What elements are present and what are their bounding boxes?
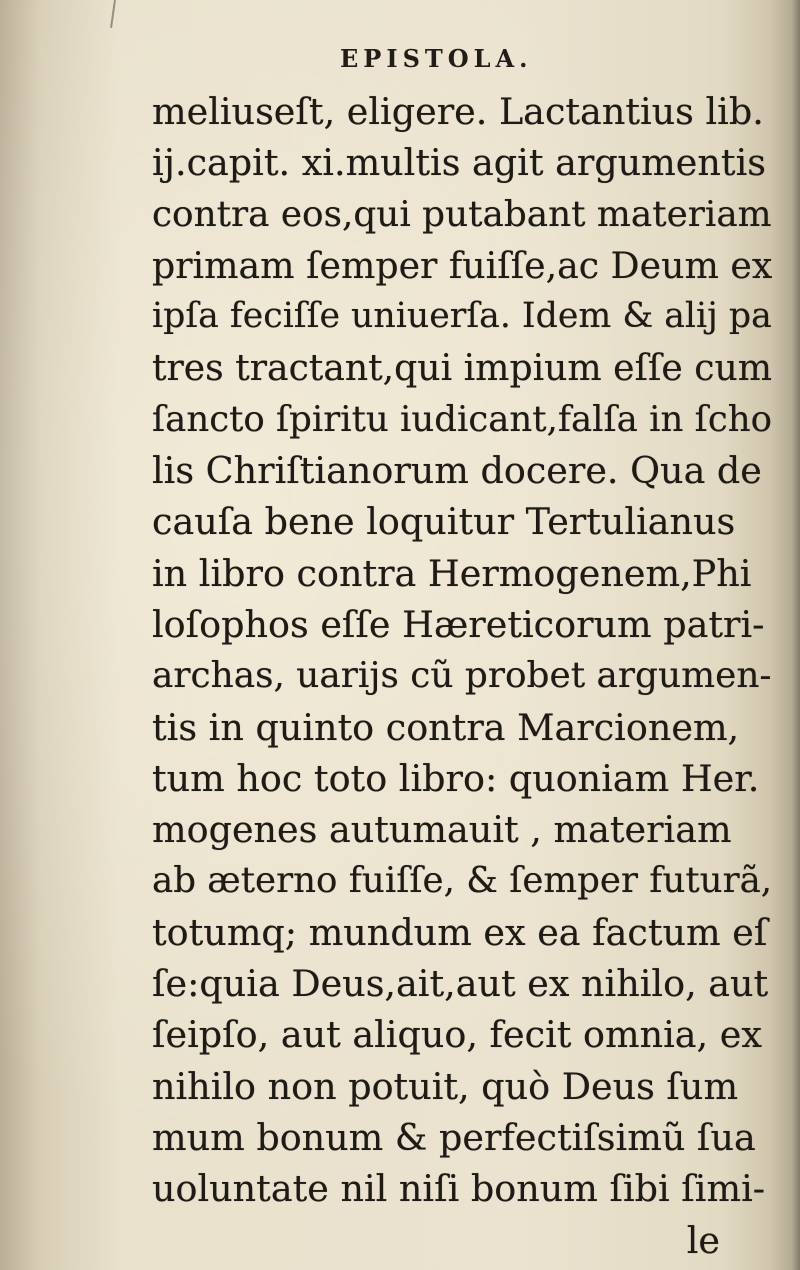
text-line: tis in quinto contra Marcionem,: [152, 705, 740, 749]
text-line: mogenes autumauit , materiam: [152, 808, 732, 852]
text-line: ij.capit. xi.multis agit argumentis: [152, 141, 766, 185]
running-header: EPISTOLA.: [340, 44, 533, 73]
text-line: mum bonum & perfectiſsimũ ſua: [152, 1115, 756, 1159]
catchword: le: [686, 1218, 720, 1262]
ink-mark: [110, 0, 116, 28]
text-line: primam ſemper fuiſſe,ac Deum ex: [152, 243, 773, 287]
text-line: nihilo non potuit, quò Deus ſum: [152, 1064, 739, 1108]
text-line: meliuseſt, eligere. Lactantius lib.: [152, 90, 764, 133]
text-line: contra eos,qui putabant materiam: [152, 193, 772, 235]
text-line: cauſa bene loquitur Tertulianus: [152, 500, 736, 544]
text-line: uoluntate nil niſi bonum ſibi ſimi-: [152, 1167, 766, 1211]
text-line: tres tractant,qui impium eſſe cum: [152, 346, 772, 390]
text-line: loſophos eſſe Hæreticorum patri-: [152, 602, 765, 646]
text-line: ab æterno fuiſſe, & ſemper futurã,: [152, 860, 773, 902]
text-line: ſancto ſpiritu iudicant,falſa in ſcho: [152, 398, 772, 440]
text-line: archas, uarijs cũ probet argumen-: [152, 655, 772, 697]
text-line: tum hoc toto libro: quoniam Her.: [152, 756, 760, 800]
text-line: ſe:quia Deus,ait,aut ex nihilo, aut: [152, 962, 769, 1006]
text-line: ipſa feciſſe uniuerſa. Idem & alij pa: [152, 296, 772, 337]
page-edge-shadow: [792, 0, 800, 1270]
body-text: [152, 86, 772, 1266]
text-line: in libro contra Hermogenem,Phi: [152, 551, 752, 595]
text-line: ſeipſo, aut aliquo, fecit omnia, ex: [152, 1013, 762, 1057]
text-line: totumq; mundum ex ea factum eſ: [152, 910, 768, 954]
text-line: lis Chriſtianorum docere. Qua de: [152, 449, 762, 493]
